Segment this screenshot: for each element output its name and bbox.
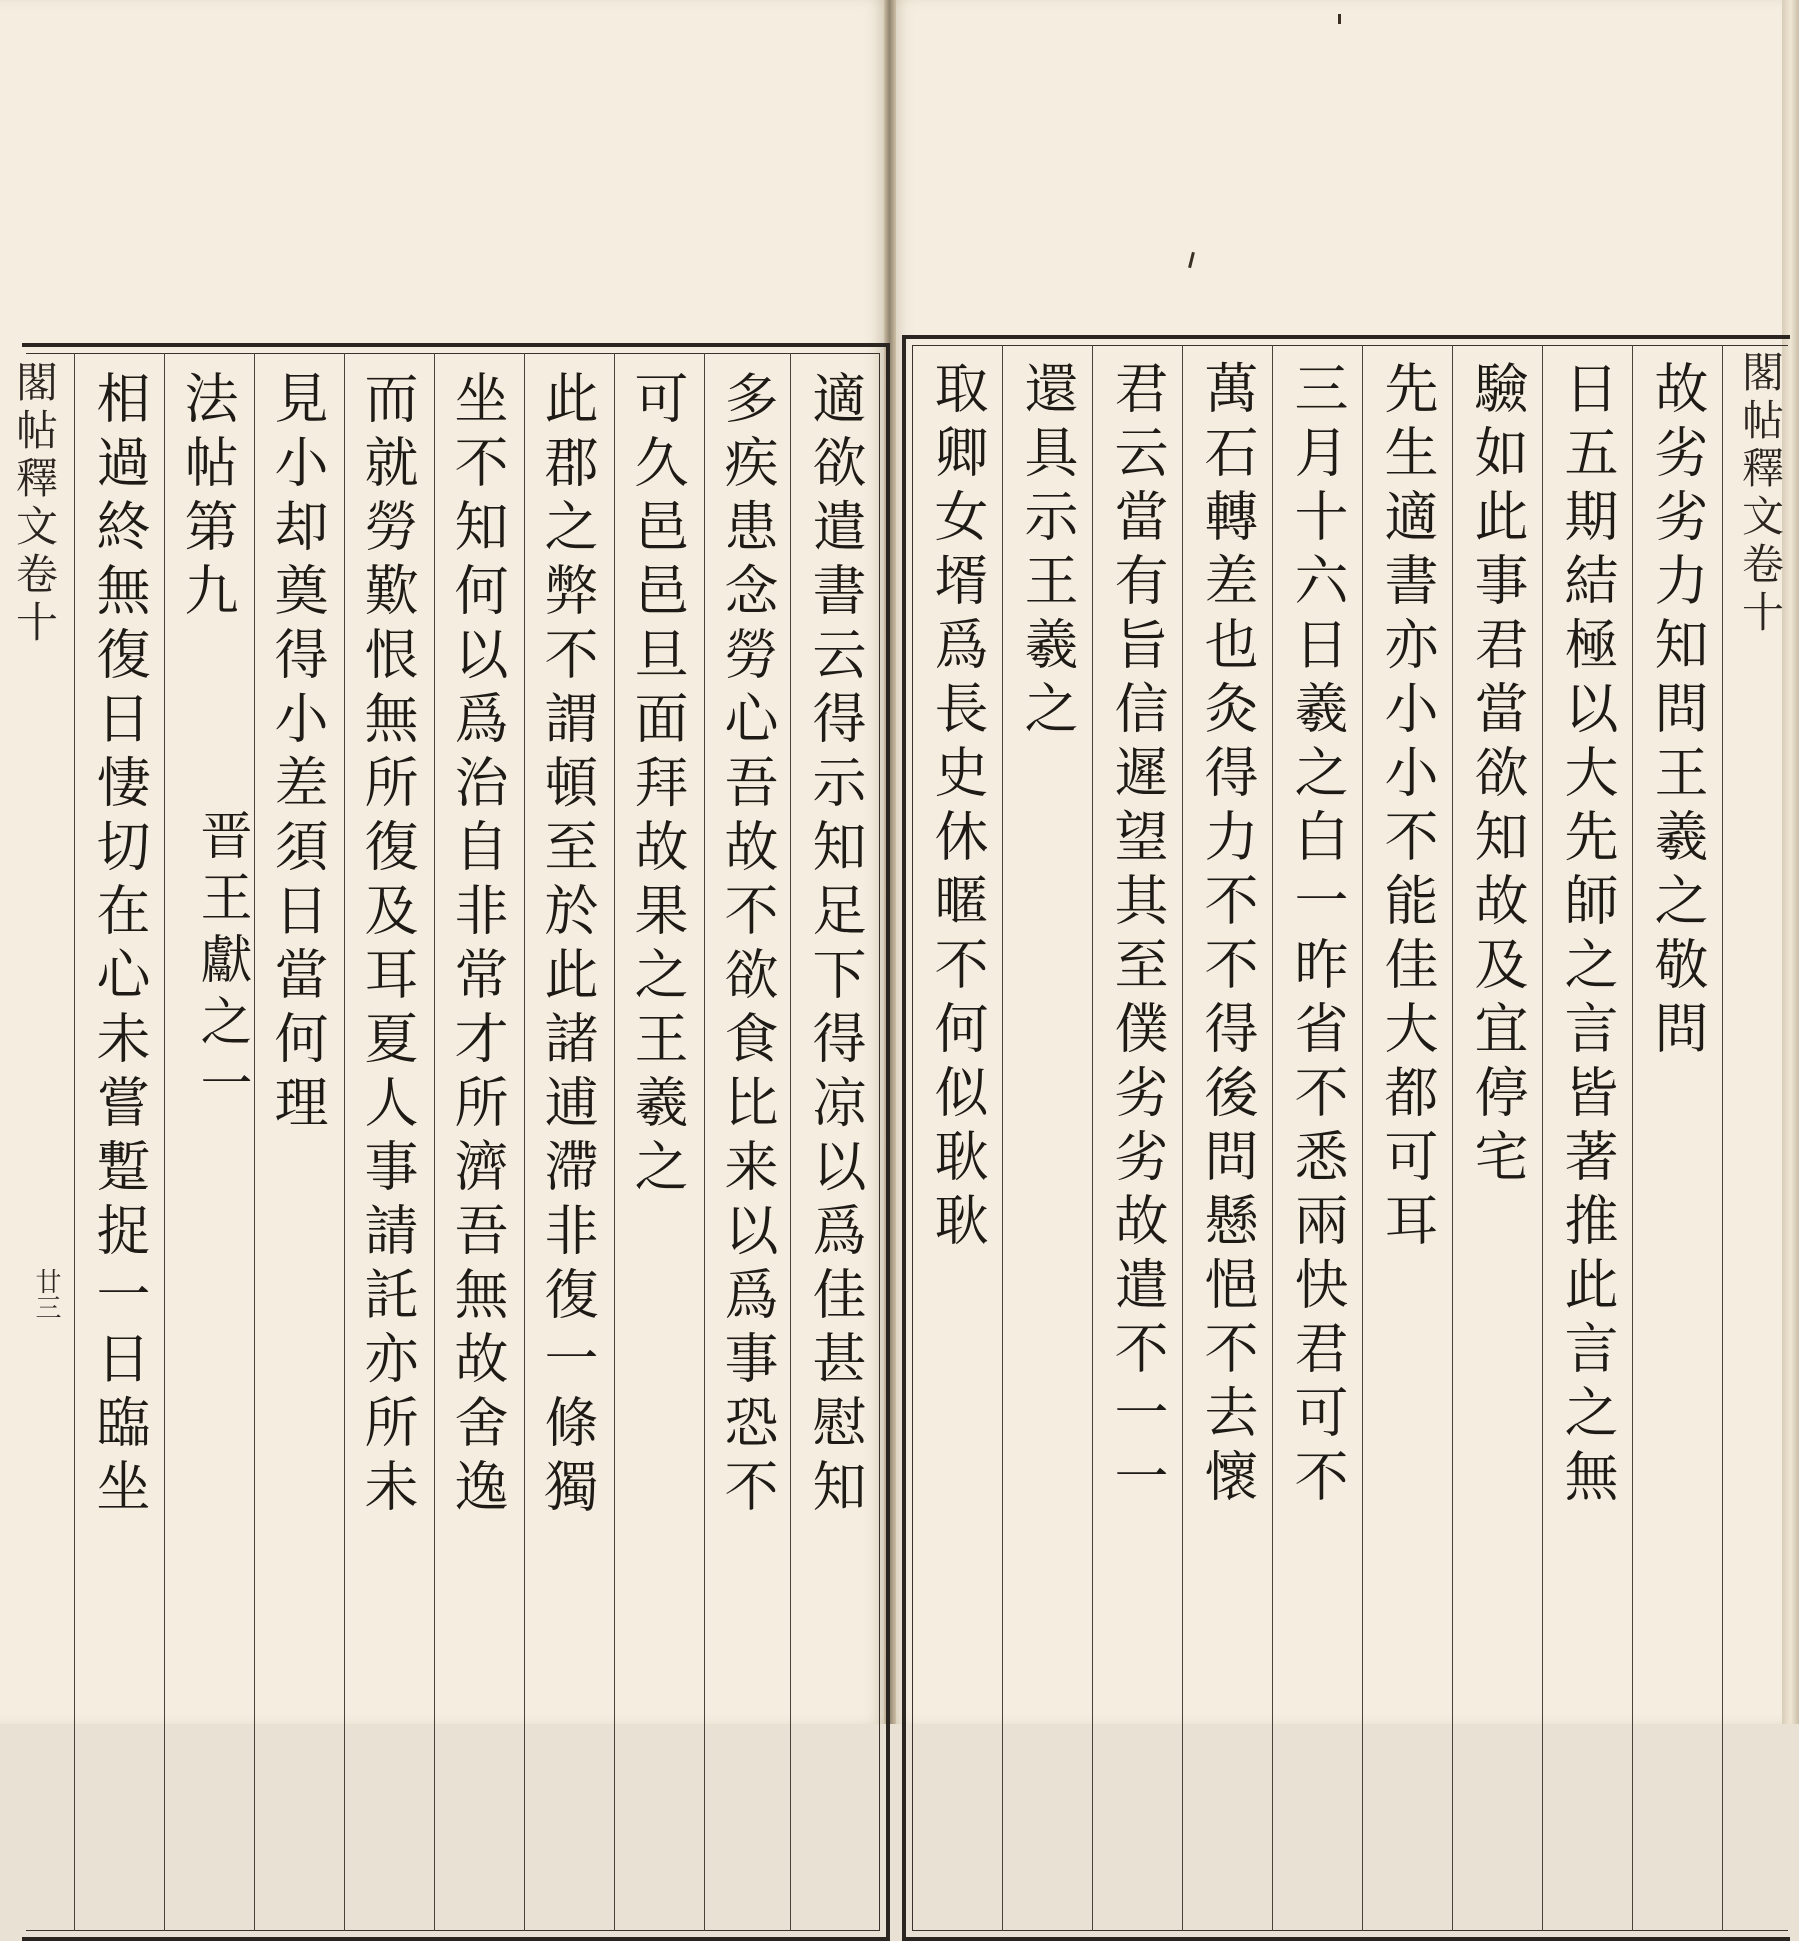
text-column: 故劣劣力知問王羲之敬問 bbox=[1646, 360, 1709, 1064]
text-column: 多疾患念勞心吾故不欲食比来以爲事恐不 bbox=[716, 370, 779, 1522]
text-column: 先生適書亦小小不能佳大都可耳 bbox=[1376, 360, 1439, 1256]
right-margin-title: 閣帖釋文卷十 bbox=[1736, 350, 1785, 638]
column-rule bbox=[74, 353, 75, 1931]
text-column: 見小却奠得小差須日當何理 bbox=[266, 370, 329, 1138]
column-rule bbox=[790, 353, 791, 1931]
text-column: 萬石轉差也灸得力不不得後問懸悒不去懷 bbox=[1196, 360, 1259, 1512]
column-rule bbox=[1002, 345, 1003, 1931]
text-column: 取卿女壻爲長史休暱不何似耿耿 bbox=[926, 360, 989, 1256]
text-column: 此郡之弊不謂頓至於此諸逋滯非復一條獨 bbox=[536, 370, 599, 1522]
author-line: 晋王獻之一 bbox=[191, 808, 251, 1118]
text-column: 坐不知何以爲治自非常才所濟吾無故舍逸 bbox=[446, 370, 509, 1522]
column-rule bbox=[1722, 345, 1723, 1931]
text-column: 可久邑邑旦面拜故果之王羲之 bbox=[626, 370, 689, 1202]
text-column: 君云當有旨信遲望其至僕劣劣故遣不一一 bbox=[1106, 360, 1169, 1512]
text-column: 日五期結極以大先師之言皆著推此言之無 bbox=[1556, 360, 1619, 1512]
column-rule bbox=[1092, 345, 1093, 1931]
text-column: 驗如此事君當欲知故及宜停宅 bbox=[1466, 360, 1529, 1192]
left-margin-title: 閣帖釋文卷十 bbox=[10, 360, 59, 648]
text-column: 相過終無復日悽切在心未嘗蹔捉一日臨坐 bbox=[88, 370, 151, 1522]
column-rule bbox=[1632, 345, 1633, 1931]
text-column: 三月十六日羲之白一昨省不悉兩快君可不 bbox=[1286, 360, 1349, 1512]
column-rule bbox=[1272, 345, 1273, 1931]
column-rule bbox=[1362, 345, 1363, 1931]
paper-speck bbox=[1338, 14, 1341, 24]
column-rule bbox=[1542, 345, 1543, 1931]
column-rule bbox=[1182, 345, 1183, 1931]
column-rule bbox=[1452, 345, 1453, 1931]
text-column: 適欲遣書云得示知足下得凉以爲佳甚慰知 bbox=[804, 370, 867, 1522]
folio-number: 廿三 bbox=[31, 1268, 61, 1320]
text-column: 而就勞歎恨無所復及耳夏人事請託亦所未 bbox=[356, 370, 419, 1522]
text-column: 法帖第九 bbox=[176, 370, 239, 626]
text-column: 還具示王羲之 bbox=[1016, 360, 1079, 744]
